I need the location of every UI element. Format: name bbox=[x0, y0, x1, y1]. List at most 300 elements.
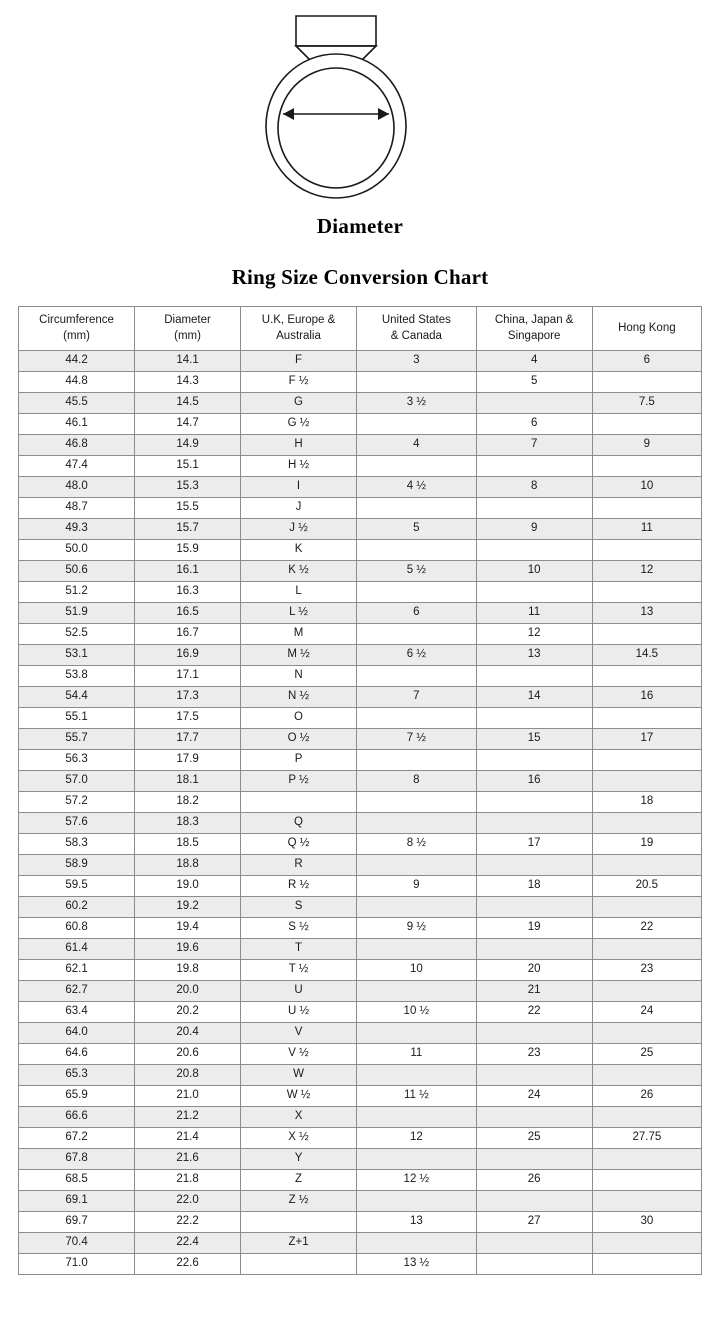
table-row bbox=[19, 372, 702, 393]
table-row bbox=[19, 456, 702, 477]
cell-hk bbox=[592, 708, 701, 729]
cell-cjs: 16 bbox=[476, 771, 592, 792]
cell-diameter: 15.7 bbox=[135, 519, 241, 540]
table-row bbox=[19, 1170, 702, 1191]
cell-us: 9 bbox=[357, 876, 477, 897]
cell-us bbox=[357, 939, 477, 960]
cell-diameter: 20.0 bbox=[135, 981, 241, 1002]
cell-cjs: 15 bbox=[476, 729, 592, 750]
cell-hk bbox=[592, 750, 701, 771]
cell-cjs: 21 bbox=[476, 981, 592, 1002]
table-row bbox=[19, 939, 702, 960]
cell-hk: 22 bbox=[592, 918, 701, 939]
cell-us bbox=[357, 981, 477, 1002]
cell-cjs: 17 bbox=[476, 834, 592, 855]
ring-size-conversion-table bbox=[18, 306, 702, 1275]
cell-circumference: 55.7 bbox=[19, 729, 135, 750]
cell-circumference: 44.2 bbox=[19, 351, 135, 372]
column-header-us-line1: United States bbox=[381, 313, 451, 326]
table-row bbox=[19, 1086, 702, 1107]
table-row bbox=[19, 834, 702, 855]
cell-hk bbox=[592, 498, 701, 519]
cell-diameter: 21.4 bbox=[135, 1128, 241, 1149]
cell-cjs bbox=[476, 1254, 592, 1275]
table-row bbox=[19, 1212, 702, 1233]
cell-hk bbox=[592, 414, 701, 435]
cell-uk: V bbox=[240, 1023, 356, 1044]
cell-diameter: 20.8 bbox=[135, 1065, 241, 1086]
cell-hk: 6 bbox=[592, 351, 701, 372]
cell-circumference: 64.0 bbox=[19, 1023, 135, 1044]
cell-uk: V ½ bbox=[240, 1044, 356, 1065]
cell-hk bbox=[592, 1254, 701, 1275]
cell-diameter: 16.9 bbox=[135, 645, 241, 666]
cell-us: 3 ½ bbox=[357, 393, 477, 414]
cell-us: 7 ½ bbox=[357, 729, 477, 750]
cell-us bbox=[357, 456, 477, 477]
cell-hk: 24 bbox=[592, 1002, 701, 1023]
cell-hk: 23 bbox=[592, 960, 701, 981]
table-row bbox=[19, 750, 702, 771]
cell-hk bbox=[592, 1065, 701, 1086]
cell-uk bbox=[240, 792, 356, 813]
cell-hk: 17 bbox=[592, 729, 701, 750]
cell-us: 5 bbox=[357, 519, 477, 540]
cell-uk: Z+1 bbox=[240, 1233, 356, 1254]
cell-uk: S ½ bbox=[240, 918, 356, 939]
table-row bbox=[19, 603, 702, 624]
cell-circumference: 52.5 bbox=[19, 624, 135, 645]
cell-circumference: 70.4 bbox=[19, 1233, 135, 1254]
cell-circumference: 64.6 bbox=[19, 1044, 135, 1065]
cell-diameter: 18.5 bbox=[135, 834, 241, 855]
cell-uk: K ½ bbox=[240, 561, 356, 582]
cell-us bbox=[357, 708, 477, 729]
cell-hk: 26 bbox=[592, 1086, 701, 1107]
table-container bbox=[0, 306, 720, 1289]
table-row bbox=[19, 1149, 702, 1170]
cell-us bbox=[357, 624, 477, 645]
cell-us bbox=[357, 1065, 477, 1086]
table-body bbox=[19, 351, 702, 1275]
cell-uk: X ½ bbox=[240, 1128, 356, 1149]
cell-hk: 27.75 bbox=[592, 1128, 701, 1149]
cell-diameter: 14.9 bbox=[135, 435, 241, 456]
cell-us: 4 bbox=[357, 435, 477, 456]
column-header-diameter bbox=[135, 307, 241, 351]
cell-hk bbox=[592, 939, 701, 960]
cell-circumference: 54.4 bbox=[19, 687, 135, 708]
table-row bbox=[19, 1044, 702, 1065]
table-row bbox=[19, 561, 702, 582]
table-row bbox=[19, 1233, 702, 1254]
cell-us: 4 ½ bbox=[357, 477, 477, 498]
cell-uk: T bbox=[240, 939, 356, 960]
cell-us: 8 ½ bbox=[357, 834, 477, 855]
cell-diameter: 14.7 bbox=[135, 414, 241, 435]
cell-hk: 16 bbox=[592, 687, 701, 708]
cell-us bbox=[357, 498, 477, 519]
cell-diameter: 17.7 bbox=[135, 729, 241, 750]
cell-cjs bbox=[476, 1065, 592, 1086]
cell-cjs: 20 bbox=[476, 960, 592, 981]
table-row bbox=[19, 1191, 702, 1212]
column-header-diameter-line2: (mm) bbox=[174, 329, 201, 342]
cell-us: 3 bbox=[357, 351, 477, 372]
cell-cjs bbox=[476, 855, 592, 876]
cell-diameter: 18.2 bbox=[135, 792, 241, 813]
cell-us bbox=[357, 666, 477, 687]
cell-uk: U bbox=[240, 981, 356, 1002]
cell-uk: N bbox=[240, 666, 356, 687]
cell-circumference: 69.7 bbox=[19, 1212, 135, 1233]
cell-cjs bbox=[476, 456, 592, 477]
cell-hk bbox=[592, 624, 701, 645]
cell-diameter: 18.8 bbox=[135, 855, 241, 876]
cell-circumference: 47.4 bbox=[19, 456, 135, 477]
cell-hk bbox=[592, 1023, 701, 1044]
cell-cjs bbox=[476, 582, 592, 603]
cell-diameter: 15.5 bbox=[135, 498, 241, 519]
cell-diameter: 19.8 bbox=[135, 960, 241, 981]
cell-cjs: 13 bbox=[476, 645, 592, 666]
column-header-circumference-line1: Circumference bbox=[39, 313, 114, 326]
cell-hk bbox=[592, 981, 701, 1002]
cell-diameter: 15.9 bbox=[135, 540, 241, 561]
cell-diameter: 17.1 bbox=[135, 666, 241, 687]
cell-cjs: 12 bbox=[476, 624, 592, 645]
cell-us bbox=[357, 1191, 477, 1212]
cell-cjs bbox=[476, 792, 592, 813]
cell-cjs: 18 bbox=[476, 876, 592, 897]
table-row bbox=[19, 687, 702, 708]
table-row bbox=[19, 729, 702, 750]
column-header-hk-line1: Hong Kong bbox=[618, 321, 676, 334]
cell-circumference: 71.0 bbox=[19, 1254, 135, 1275]
table-row bbox=[19, 1254, 702, 1275]
cell-cjs: 10 bbox=[476, 561, 592, 582]
cell-us: 11 bbox=[357, 1044, 477, 1065]
cell-us: 6 bbox=[357, 603, 477, 624]
cell-us bbox=[357, 540, 477, 561]
cell-cjs bbox=[476, 750, 592, 771]
cell-diameter: 22.6 bbox=[135, 1254, 241, 1275]
table-row bbox=[19, 771, 702, 792]
cell-uk: H ½ bbox=[240, 456, 356, 477]
cell-us bbox=[357, 855, 477, 876]
cell-diameter: 22.2 bbox=[135, 1212, 241, 1233]
cell-us: 9 ½ bbox=[357, 918, 477, 939]
cell-diameter: 20.6 bbox=[135, 1044, 241, 1065]
cell-cjs bbox=[476, 939, 592, 960]
table-row bbox=[19, 897, 702, 918]
cell-circumference: 53.1 bbox=[19, 645, 135, 666]
cell-us bbox=[357, 813, 477, 834]
cell-circumference: 44.8 bbox=[19, 372, 135, 393]
cell-circumference: 68.5 bbox=[19, 1170, 135, 1191]
cell-uk: G bbox=[240, 393, 356, 414]
cell-circumference: 69.1 bbox=[19, 1191, 135, 1212]
cell-us bbox=[357, 414, 477, 435]
cell-us bbox=[357, 1023, 477, 1044]
cell-cjs: 26 bbox=[476, 1170, 592, 1191]
cell-uk: L bbox=[240, 582, 356, 603]
cell-diameter: 16.1 bbox=[135, 561, 241, 582]
table-row bbox=[19, 414, 702, 435]
cell-diameter: 21.6 bbox=[135, 1149, 241, 1170]
cell-hk: 9 bbox=[592, 435, 701, 456]
cell-hk bbox=[592, 372, 701, 393]
cell-diameter: 17.9 bbox=[135, 750, 241, 771]
cell-cjs: 14 bbox=[476, 687, 592, 708]
cell-hk: 30 bbox=[592, 1212, 701, 1233]
cell-diameter: 16.7 bbox=[135, 624, 241, 645]
table-row bbox=[19, 813, 702, 834]
cell-us: 12 bbox=[357, 1128, 477, 1149]
cell-diameter: 21.2 bbox=[135, 1107, 241, 1128]
column-header-cjs-line2: Singapore bbox=[507, 329, 561, 342]
column-header-hong-kong bbox=[592, 307, 701, 351]
cell-uk: J bbox=[240, 498, 356, 519]
cell-uk: M bbox=[240, 624, 356, 645]
cell-circumference: 59.5 bbox=[19, 876, 135, 897]
table-row bbox=[19, 498, 702, 519]
cell-circumference: 58.9 bbox=[19, 855, 135, 876]
cell-diameter: 22.4 bbox=[135, 1233, 241, 1254]
cell-uk: H bbox=[240, 435, 356, 456]
cell-diameter: 21.8 bbox=[135, 1170, 241, 1191]
cell-circumference: 57.0 bbox=[19, 771, 135, 792]
cell-us: 11 ½ bbox=[357, 1086, 477, 1107]
cell-circumference: 65.9 bbox=[19, 1086, 135, 1107]
cell-cjs: 27 bbox=[476, 1212, 592, 1233]
cell-hk bbox=[592, 855, 701, 876]
column-header-uk-line2: Australia bbox=[276, 329, 321, 342]
cell-uk: N ½ bbox=[240, 687, 356, 708]
cell-diameter: 20.4 bbox=[135, 1023, 241, 1044]
cell-us: 10 bbox=[357, 960, 477, 981]
table-row bbox=[19, 1002, 702, 1023]
cell-diameter: 18.1 bbox=[135, 771, 241, 792]
cell-diameter: 18.3 bbox=[135, 813, 241, 834]
cell-uk: X bbox=[240, 1107, 356, 1128]
cell-uk: I bbox=[240, 477, 356, 498]
cell-us bbox=[357, 1107, 477, 1128]
table-header bbox=[19, 307, 702, 351]
cell-us bbox=[357, 582, 477, 603]
cell-cjs bbox=[476, 498, 592, 519]
cell-circumference: 51.2 bbox=[19, 582, 135, 603]
cell-hk bbox=[592, 1233, 701, 1254]
cell-diameter: 15.3 bbox=[135, 477, 241, 498]
cell-hk: 7.5 bbox=[592, 393, 701, 414]
cell-us bbox=[357, 897, 477, 918]
cell-cjs bbox=[476, 1107, 592, 1128]
cell-uk: F bbox=[240, 351, 356, 372]
cell-us: 10 ½ bbox=[357, 1002, 477, 1023]
cell-uk: L ½ bbox=[240, 603, 356, 624]
ring-diameter-diagram bbox=[0, 0, 720, 200]
table-row bbox=[19, 351, 702, 372]
cell-circumference: 57.2 bbox=[19, 792, 135, 813]
cell-cjs bbox=[476, 897, 592, 918]
table-row bbox=[19, 645, 702, 666]
cell-diameter: 14.1 bbox=[135, 351, 241, 372]
table-row bbox=[19, 624, 702, 645]
table-row bbox=[19, 1107, 702, 1128]
cell-diameter: 14.5 bbox=[135, 393, 241, 414]
cell-hk bbox=[592, 456, 701, 477]
cell-cjs: 11 bbox=[476, 603, 592, 624]
cell-circumference: 50.0 bbox=[19, 540, 135, 561]
cell-cjs: 8 bbox=[476, 477, 592, 498]
column-header-china-japan-singapore bbox=[476, 307, 592, 351]
cell-us bbox=[357, 372, 477, 393]
cell-hk bbox=[592, 1170, 701, 1191]
cell-cjs: 7 bbox=[476, 435, 592, 456]
cell-uk: S bbox=[240, 897, 356, 918]
table-row bbox=[19, 1128, 702, 1149]
table-row bbox=[19, 393, 702, 414]
cell-diameter: 19.4 bbox=[135, 918, 241, 939]
cell-us: 6 ½ bbox=[357, 645, 477, 666]
cell-cjs: 24 bbox=[476, 1086, 592, 1107]
cell-cjs: 23 bbox=[476, 1044, 592, 1065]
cell-hk: 18 bbox=[592, 792, 701, 813]
cell-uk: Q bbox=[240, 813, 356, 834]
cell-hk: 11 bbox=[592, 519, 701, 540]
cell-cjs: 6 bbox=[476, 414, 592, 435]
cell-cjs bbox=[476, 666, 592, 687]
column-header-circumference bbox=[19, 307, 135, 351]
figure-caption: Diameter bbox=[316, 214, 404, 238]
cell-diameter: 20.2 bbox=[135, 1002, 241, 1023]
table-row bbox=[19, 1065, 702, 1086]
cell-circumference: 46.8 bbox=[19, 435, 135, 456]
column-header-circumference-line2: (mm) bbox=[63, 329, 90, 342]
cell-diameter: 19.6 bbox=[135, 939, 241, 960]
cell-cjs: 5 bbox=[476, 372, 592, 393]
cell-diameter: 16.5 bbox=[135, 603, 241, 624]
table-row bbox=[19, 855, 702, 876]
cell-diameter: 14.3 bbox=[135, 372, 241, 393]
table-row bbox=[19, 918, 702, 939]
cell-uk: O bbox=[240, 708, 356, 729]
column-header-uk-europe-australia bbox=[240, 307, 356, 351]
cell-circumference: 49.3 bbox=[19, 519, 135, 540]
cell-us: 7 bbox=[357, 687, 477, 708]
cell-circumference: 58.3 bbox=[19, 834, 135, 855]
cell-cjs bbox=[476, 1149, 592, 1170]
cell-circumference: 55.1 bbox=[19, 708, 135, 729]
cell-circumference: 63.4 bbox=[19, 1002, 135, 1023]
cell-hk: 20.5 bbox=[592, 876, 701, 897]
cell-hk: 10 bbox=[592, 477, 701, 498]
cell-cjs bbox=[476, 708, 592, 729]
cell-us bbox=[357, 1149, 477, 1170]
cell-cjs: 4 bbox=[476, 351, 592, 372]
table-row bbox=[19, 981, 702, 1002]
column-header-us-line2: & Canada bbox=[390, 329, 442, 342]
table-row bbox=[19, 582, 702, 603]
cell-circumference: 67.2 bbox=[19, 1128, 135, 1149]
cell-circumference: 51.9 bbox=[19, 603, 135, 624]
table-row bbox=[19, 792, 702, 813]
cell-cjs bbox=[476, 1023, 592, 1044]
cell-us: 12 ½ bbox=[357, 1170, 477, 1191]
cell-hk bbox=[592, 1107, 701, 1128]
table-row bbox=[19, 666, 702, 687]
cell-diameter: 16.3 bbox=[135, 582, 241, 603]
cell-us: 8 bbox=[357, 771, 477, 792]
cell-circumference: 67.8 bbox=[19, 1149, 135, 1170]
cell-diameter: 21.0 bbox=[135, 1086, 241, 1107]
cell-uk: T ½ bbox=[240, 960, 356, 981]
cell-hk bbox=[592, 540, 701, 561]
cell-cjs: 25 bbox=[476, 1128, 592, 1149]
cell-circumference: 65.3 bbox=[19, 1065, 135, 1086]
cell-circumference: 57.6 bbox=[19, 813, 135, 834]
column-header-uk-line1: U.K, Europe & bbox=[261, 313, 336, 326]
cell-circumference: 60.2 bbox=[19, 897, 135, 918]
cell-uk: O ½ bbox=[240, 729, 356, 750]
table-row bbox=[19, 876, 702, 897]
cell-us bbox=[357, 1233, 477, 1254]
cell-uk: J ½ bbox=[240, 519, 356, 540]
cell-circumference: 56.3 bbox=[19, 750, 135, 771]
cell-cjs bbox=[476, 1233, 592, 1254]
cell-uk: W bbox=[240, 1065, 356, 1086]
cell-uk bbox=[240, 1212, 356, 1233]
cell-circumference: 48.7 bbox=[19, 498, 135, 519]
cell-uk: M ½ bbox=[240, 645, 356, 666]
cell-diameter: 17.3 bbox=[135, 687, 241, 708]
cell-hk bbox=[592, 771, 701, 792]
cell-uk: P ½ bbox=[240, 771, 356, 792]
cell-hk bbox=[592, 1191, 701, 1212]
cell-hk: 25 bbox=[592, 1044, 701, 1065]
cell-hk bbox=[592, 897, 701, 918]
cell-diameter: 15.1 bbox=[135, 456, 241, 477]
cell-circumference: 48.0 bbox=[19, 477, 135, 498]
cell-uk: W ½ bbox=[240, 1086, 356, 1107]
cell-uk: G ½ bbox=[240, 414, 356, 435]
table-row bbox=[19, 435, 702, 456]
cell-hk bbox=[592, 813, 701, 834]
cell-uk: K bbox=[240, 540, 356, 561]
cell-circumference: 46.1 bbox=[19, 414, 135, 435]
cell-uk: Z ½ bbox=[240, 1191, 356, 1212]
cell-cjs bbox=[476, 393, 592, 414]
cell-circumference: 53.8 bbox=[19, 666, 135, 687]
cell-hk: 12 bbox=[592, 561, 701, 582]
column-header-united-states-canada bbox=[357, 307, 477, 351]
cell-us: 13 bbox=[357, 1212, 477, 1233]
cell-cjs: 22 bbox=[476, 1002, 592, 1023]
cell-circumference: 62.1 bbox=[19, 960, 135, 981]
cell-hk: 13 bbox=[592, 603, 701, 624]
cell-cjs: 9 bbox=[476, 519, 592, 540]
table-row bbox=[19, 708, 702, 729]
cell-cjs bbox=[476, 540, 592, 561]
cell-cjs: 19 bbox=[476, 918, 592, 939]
table-header-row bbox=[19, 307, 702, 351]
cell-uk: U ½ bbox=[240, 1002, 356, 1023]
cell-cjs bbox=[476, 1191, 592, 1212]
table-row bbox=[19, 540, 702, 561]
cell-circumference: 61.4 bbox=[19, 939, 135, 960]
cell-uk: R bbox=[240, 855, 356, 876]
